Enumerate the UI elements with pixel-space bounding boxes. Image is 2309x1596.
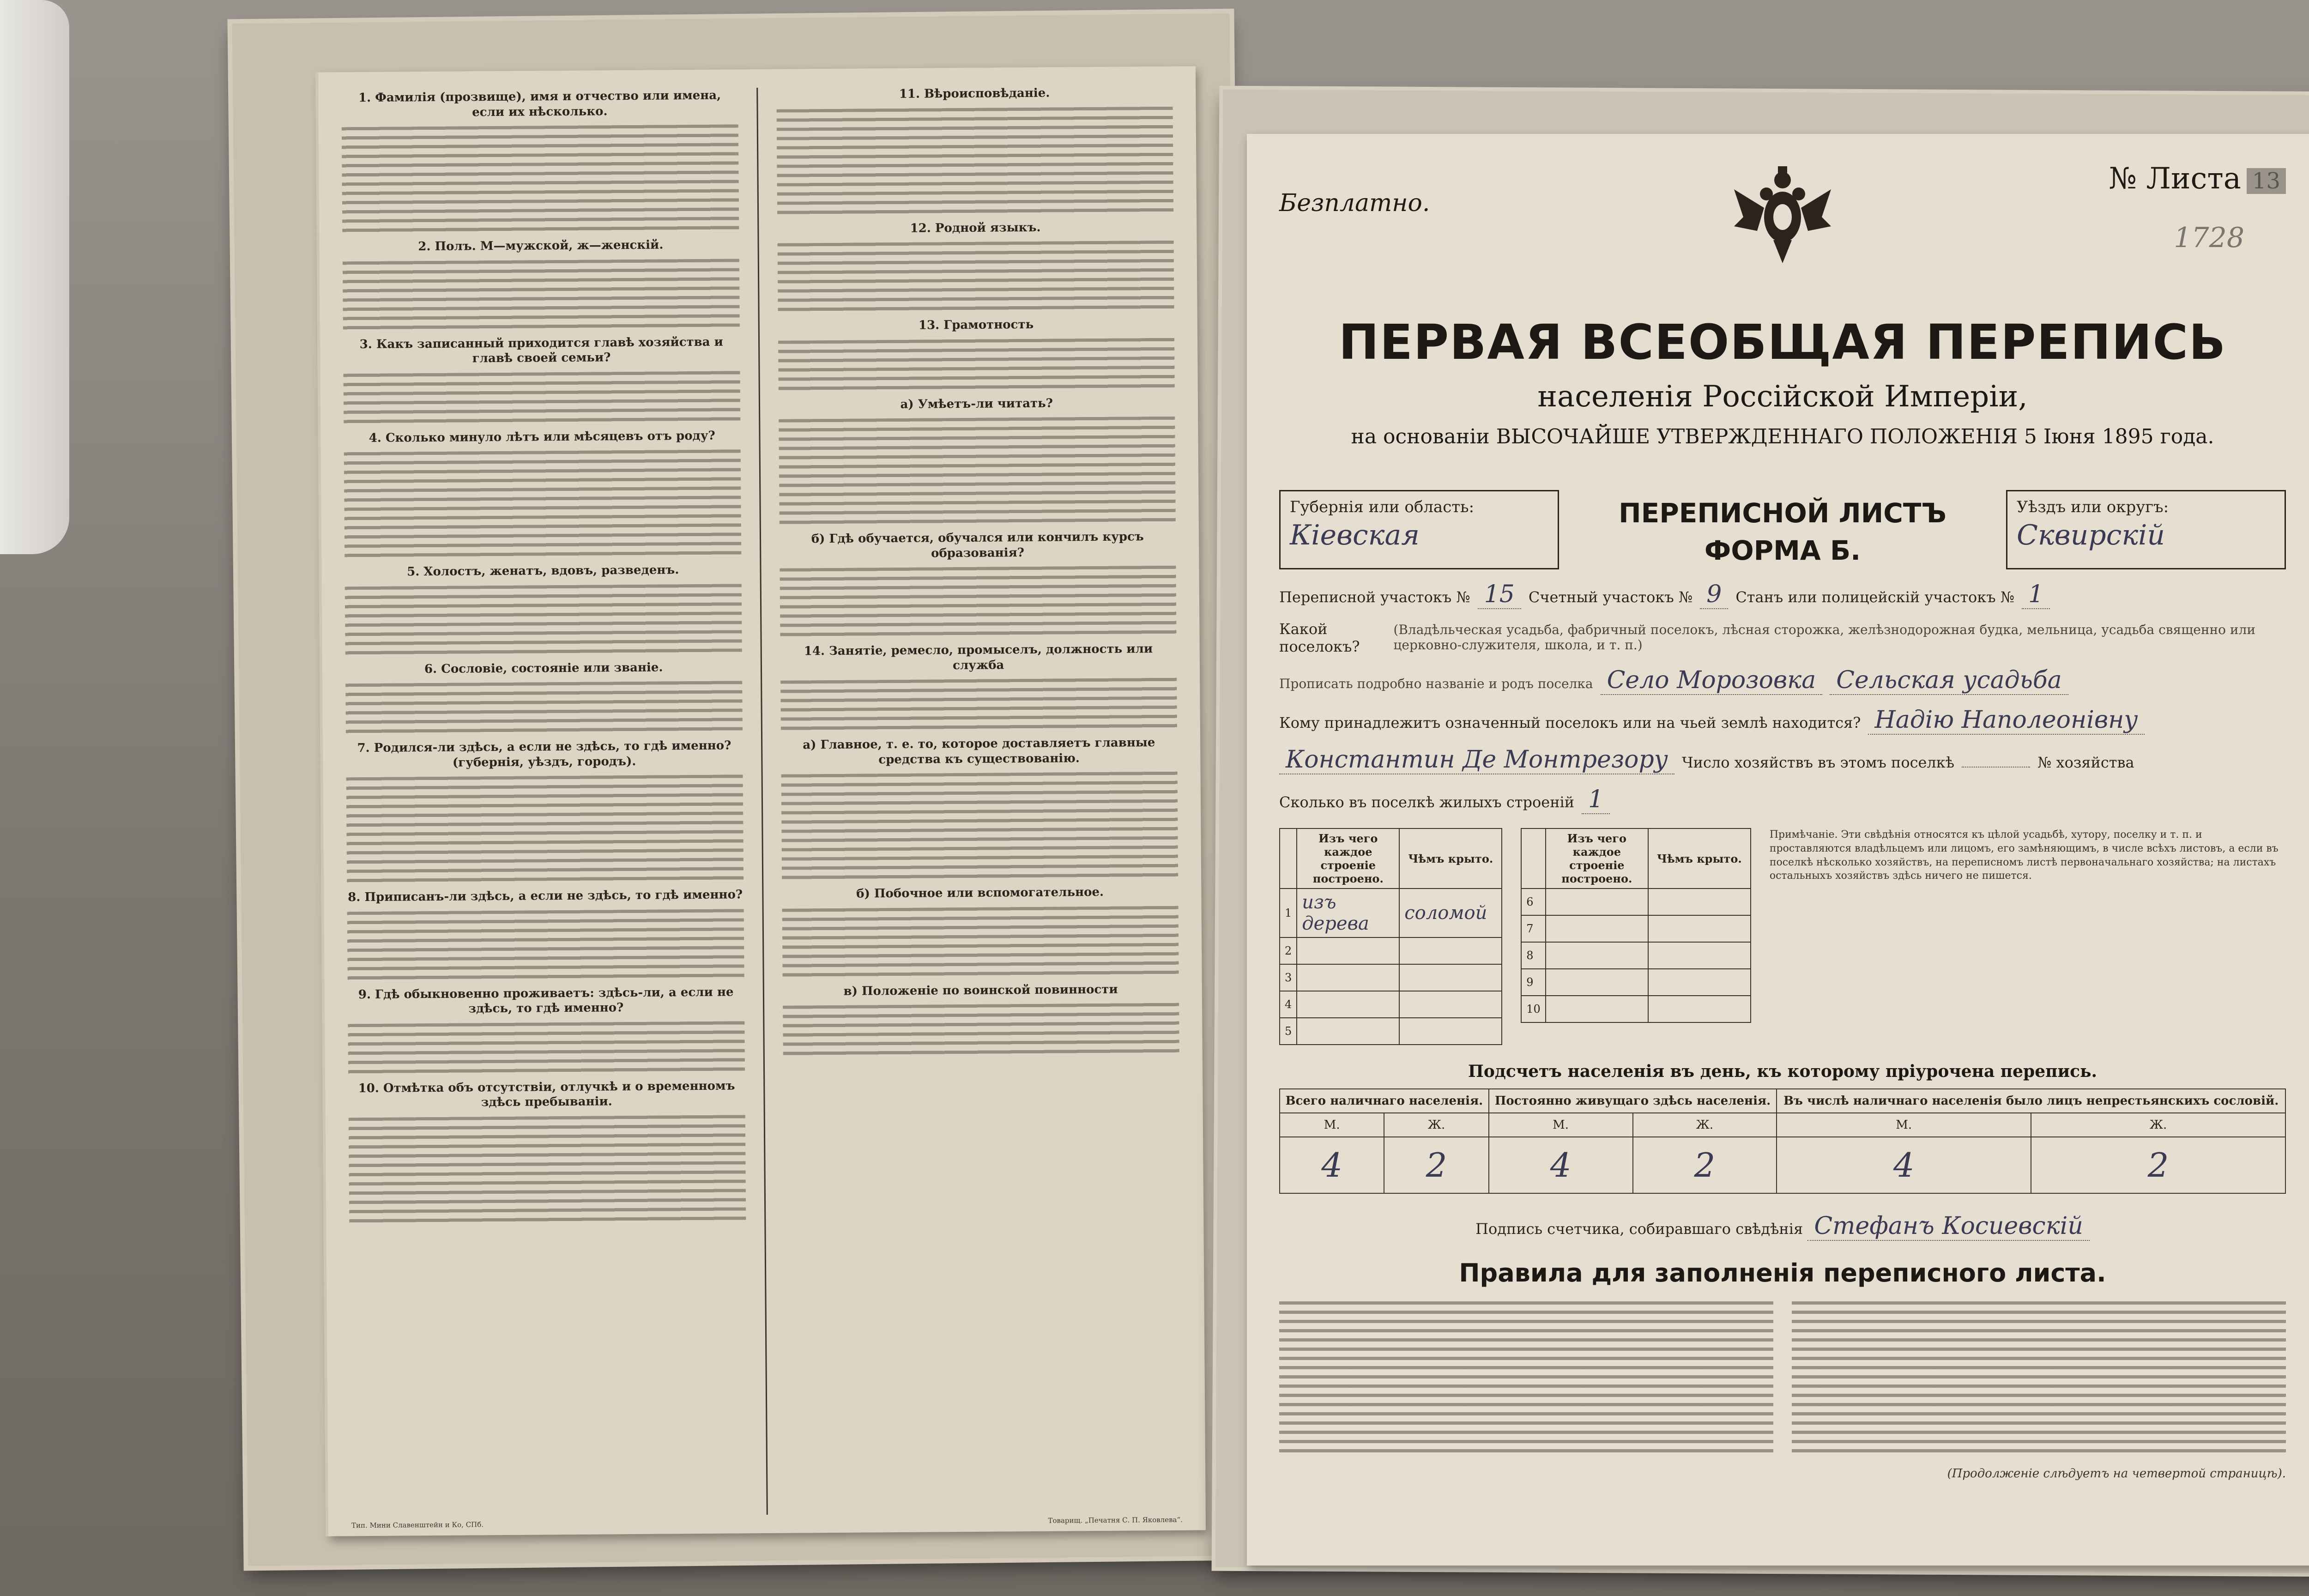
building-material: изъ дерева — [1297, 889, 1399, 937]
buildings-label: Сколько въ поселкѣ жилыхъ строеній — [1279, 793, 1575, 811]
buildings-tables — [1279, 828, 2286, 1045]
instruction-text-block — [344, 371, 740, 424]
counting-label: Счетный участокъ № — [1528, 588, 1693, 606]
county-value: Сквирскій — [2017, 519, 2165, 551]
counting-value: 9 — [1700, 580, 1728, 609]
building-roof — [1648, 889, 1751, 915]
form-header — [1279, 490, 2286, 569]
buildings-table-1 — [1279, 828, 1502, 1045]
instruction-heading: в) Положеніе по воинской повинности — [843, 982, 1118, 998]
table-row — [1521, 942, 1751, 969]
row-number: 7 — [1521, 915, 1546, 942]
building-material — [1297, 937, 1399, 964]
district-row — [1279, 580, 2286, 609]
free-label: Безплатно. — [1279, 189, 1430, 217]
left-instruction-page — [318, 66, 1206, 1536]
instruction-text-block — [780, 678, 1177, 732]
row-number: 1 — [1280, 889, 1297, 937]
instruction-heading: 7. Родился-ли здѣсь, а если не здѣсь, то гдѣ именно? (губернія, уѣздъ, городъ). — [357, 738, 731, 770]
census-title: ПЕРВАЯ ВСЕОБЩАЯ ПЕРЕПИСЬ — [1338, 314, 2227, 370]
instruction-heading: 8. Приписанъ-ли здѣсь, а если не здѣсь, то гдѣ именно? — [348, 888, 743, 905]
printer-left: Тип. Мини Славенштейн и Ко, СПб. — [351, 1520, 484, 1530]
instruction-heading: 5. Холостъ, женатъ, вдовъ, разведенъ. — [407, 563, 679, 579]
instruction-text-block — [782, 906, 1179, 978]
count-value: 4 — [1489, 1137, 1633, 1193]
double-headed-eagle-emblem — [1729, 162, 1836, 268]
table-row — [1521, 915, 1751, 942]
instruction-heading: 10. Отмѣтка объ отсутствіи, отлучкѣ и о временномъ здѣсь пребываніи. — [358, 1078, 735, 1110]
form-title-line2: ФОРМА Б. — [1704, 535, 1861, 567]
building-roof — [1648, 996, 1751, 1022]
instruction-heading: 14. Занятіе, ремесло, промыселъ, должность или служба — [804, 642, 1153, 672]
census-subtitle: населенія Россійской Имперіи, — [1537, 380, 2028, 414]
instruction-text-block — [342, 124, 739, 233]
building-roof — [1399, 937, 1502, 964]
row-number: 8 — [1521, 942, 1546, 969]
table-row — [1280, 964, 1502, 991]
count-value: 4 — [1777, 1137, 2031, 1193]
instruction-heading: 12. Родной языкъ. — [910, 220, 1041, 236]
district-label: Переписной участокъ № — [1279, 588, 1470, 606]
buildings-note: Примѣчаніе. Эти свѣдѣнія относятся къ цѣлой усадьбѣ, хутору, поселку и т. п. и проставляются владѣльцемъ или лицомъ, его замѣняющимъ, в числе всѣхъ листовъ, а если въ поселкѣ нѣсколько хозяйствъ, на переписномъ листѣ первоначальнаго хозяйства; на листахъ остальныхъ хозяйствъ здѣсь ничего не пишется. — [1769, 829, 2279, 882]
table-row — [1521, 969, 1751, 996]
instruction-text-block — [348, 1021, 744, 1075]
count-m-label: М. — [1280, 1113, 1384, 1137]
building-material — [1546, 889, 1648, 915]
instruction-heading: 6. Сословіе, состояніе или званіе. — [424, 660, 663, 676]
row-number: 5 — [1280, 1018, 1297, 1045]
instruction-text-block — [778, 338, 1175, 391]
police-label: Станъ или полицейскій участокъ № — [1735, 588, 2015, 606]
census-basis: на основаніи ВЫСОЧАЙШЕ УТВЕРЖДЕННАГО ПОЛОЖЕНІЯ 5 Іюня 1895 года. — [1351, 425, 2214, 448]
table-row — [1521, 889, 1751, 915]
count-value: 4 — [1280, 1137, 1384, 1193]
count-header-total: Всего наличнаго населенія. — [1280, 1089, 1489, 1113]
sheet-number-stamp: 13 — [2247, 168, 2286, 194]
row-number: 3 — [1280, 964, 1297, 991]
white-cloth — [0, 0, 69, 554]
instruction-text-block — [345, 681, 742, 734]
building-roof — [1399, 991, 1502, 1018]
instruction-heading: 1. Фамилія (прозвище), имя и отчество или имена, если их нѣсколько. — [358, 88, 721, 119]
row-number: 4 — [1280, 991, 1297, 1018]
instruction-text-block — [346, 774, 743, 883]
instruction-heading: 3. Какъ записанный приходится главѣ хозяйства и главѣ своей семьи? — [359, 335, 723, 366]
signature-label: Подпись счетчика, собиравшаго свѣдѣнія — [1475, 1220, 1803, 1238]
row-number: 10 — [1521, 996, 1546, 1022]
count-m-label: М. — [1489, 1113, 1633, 1137]
instructions-column-1 — [341, 88, 748, 1517]
instruction-text-block — [349, 1115, 746, 1224]
table-row — [1280, 937, 1502, 964]
building-roof — [1399, 1018, 1502, 1045]
settlement-value: Село Морозовка — [1601, 666, 1823, 695]
building-material — [1546, 996, 1648, 1022]
instruction-heading: а) Умѣетъ-ли читать? — [900, 396, 1053, 411]
district-value: 15 — [1478, 580, 1521, 609]
instruction-heading: а) Главное, т. е. то, которое доставляетъ главные средства къ существованію. — [803, 736, 1155, 767]
rules-text-right — [1792, 1301, 2286, 1458]
building-roof: соломой — [1399, 889, 1502, 937]
province-label: Губернія или область: — [1290, 498, 1475, 516]
sheet-number-label: № Листа — [2109, 162, 2241, 196]
rules-title: Правила для заполненія переписного листа. — [1459, 1258, 2106, 1288]
building-material — [1297, 991, 1399, 1018]
count-header-nonpeasant: Въ числѣ наличнаго населенія было лицъ непрестьянскихъ сословій. — [1777, 1089, 2285, 1113]
instruction-text-block — [783, 1003, 1179, 1057]
signature-value: Стефанъ Косиевскій — [1807, 1212, 2090, 1241]
table-row — [1521, 996, 1751, 1022]
building-material — [1546, 969, 1648, 996]
count-value: 2 — [1384, 1137, 1488, 1193]
building-material — [1297, 1018, 1399, 1045]
rules-columns — [1279, 1301, 2286, 1458]
household-no-label: № хозяйства — [2037, 754, 2134, 772]
rules-text-left — [1279, 1301, 1773, 1458]
settlement-hint: (Владѣльческая усадьба, фабричный поселокъ, лѣсная сторожка, желѣзнодорожная будка, мельница, усадьба священно или церковно-служителя, школа, и т. п.) — [1393, 622, 2256, 653]
building-roof — [1648, 969, 1751, 996]
tbl2-header-roof: Чѣмъ крыто. — [1648, 828, 1751, 889]
county-box — [2006, 490, 2286, 569]
buildings-row — [1279, 786, 2286, 814]
county-label: Уѣздъ или округъ: — [2017, 498, 2169, 516]
count-value: 2 — [2031, 1137, 2285, 1193]
count-title: Подсчетъ населенія въ день, къ которому пріурочена перепись. — [1468, 1062, 2097, 1082]
instruction-heading: б) Побочное или вспомогательное. — [856, 885, 1104, 901]
sheet-number — [2109, 162, 2286, 196]
owner-value-2: Константин Де Монтрезору — [1279, 746, 1674, 774]
province-box — [1279, 490, 1559, 569]
population-count-table — [1279, 1088, 2286, 1194]
building-material — [1546, 942, 1648, 969]
instruction-text-block — [776, 106, 1173, 215]
households-value — [1962, 767, 2030, 768]
tbl1-header-material: Изъ чего каждое строеніе построено. — [1297, 828, 1399, 889]
owner-label: Кому принадлежитъ означенный поселокъ или на чьей землѣ находится? — [1279, 714, 1861, 732]
instruction-text-block — [343, 259, 740, 331]
count-value: 2 — [1633, 1137, 1777, 1193]
instruction-text-block — [344, 449, 741, 558]
building-material — [1297, 964, 1399, 991]
households-label: Число хозяйствъ въ этомъ поселкѣ — [1681, 754, 1955, 772]
tbl1-header-roof: Чѣмъ крыто. — [1399, 828, 1502, 889]
building-roof — [1648, 915, 1751, 942]
buildings-value: 1 — [1582, 786, 1610, 814]
signature-row — [1279, 1212, 2286, 1240]
row-number: 6 — [1521, 889, 1546, 915]
count-f-label: Ж. — [2031, 1113, 2285, 1137]
building-material — [1546, 915, 1648, 942]
instruction-heading: б) Гдѣ обучается, обучался или кончилъ курсъ образованія? — [811, 530, 1144, 560]
instruction-text-block — [779, 417, 1176, 526]
owner-row — [1279, 706, 2286, 735]
count-m-label: М. — [1777, 1113, 2031, 1137]
instruction-text-block — [780, 566, 1177, 638]
building-roof — [1399, 964, 1502, 991]
tbl2-header-material: Изъ чего каждое строеніе построено. — [1546, 828, 1648, 889]
owner-value: Надію Наполеонівну — [1868, 706, 2144, 735]
instructions-column-2 — [776, 85, 1183, 1515]
settlement-row — [1279, 620, 2286, 655]
settlement-value-row — [1279, 666, 2286, 695]
settlement-label: Какой поселокъ? — [1279, 620, 1360, 656]
left-page-footer — [351, 1516, 1183, 1530]
buildings-table-2 — [1521, 828, 1751, 1023]
column-divider — [756, 88, 768, 1515]
continued-note: (Продолженіе слѣдуетъ на четвертой страницѣ). — [1947, 1467, 2286, 1481]
form-title-line1: ПЕРЕПИСНОЙ ЛИСТЪ — [1619, 497, 1946, 529]
table-row — [1280, 889, 1502, 937]
row-number: 2 — [1280, 937, 1297, 964]
settlement-hint-2: Прописать подробно названіе и родъ поселка — [1279, 676, 1593, 692]
form-title — [1559, 490, 2006, 569]
table-row — [1280, 1018, 1502, 1045]
pencil-number: 1728 — [2174, 222, 2244, 254]
province-value: Кіевская — [1290, 519, 1420, 551]
count-f-label: Ж. — [1384, 1113, 1488, 1137]
printer-right: Товарищ. „Печатня С. П. Яковлева“. — [1048, 1515, 1183, 1525]
owner-row-2 — [1279, 746, 2286, 774]
instruction-text-block — [347, 909, 744, 981]
count-header-permanent: Постоянно живущаго здѣсь населенія. — [1489, 1089, 1777, 1113]
census-form-page — [1247, 134, 2309, 1566]
table-row — [1280, 991, 1502, 1018]
count-f-label: Ж. — [1633, 1113, 1777, 1137]
row-number: 9 — [1521, 969, 1546, 996]
instruction-heading: 11. Вѣроисповѣданіе. — [899, 86, 1050, 101]
instruction-heading: 13. Грамотность — [918, 317, 1034, 332]
instruction-heading: 9. Гдѣ обыкновенно проживаетъ: здѣсь-ли, а если не здѣсь, то гдѣ именно? — [358, 985, 734, 1016]
instruction-text-block — [345, 584, 742, 656]
police-value: 1 — [2022, 580, 2050, 609]
instruction-heading: 2. Полъ. М—мужской, ж—женскій. — [418, 238, 664, 254]
building-roof — [1648, 942, 1751, 969]
instruction-heading: 4. Сколько минуло лѣтъ или мѣсяцевъ отъ роду? — [369, 429, 715, 445]
settlement-value-2: Сельская усадьба — [1830, 666, 2068, 695]
instruction-text-block — [781, 772, 1178, 881]
instruction-text-block — [777, 241, 1174, 313]
